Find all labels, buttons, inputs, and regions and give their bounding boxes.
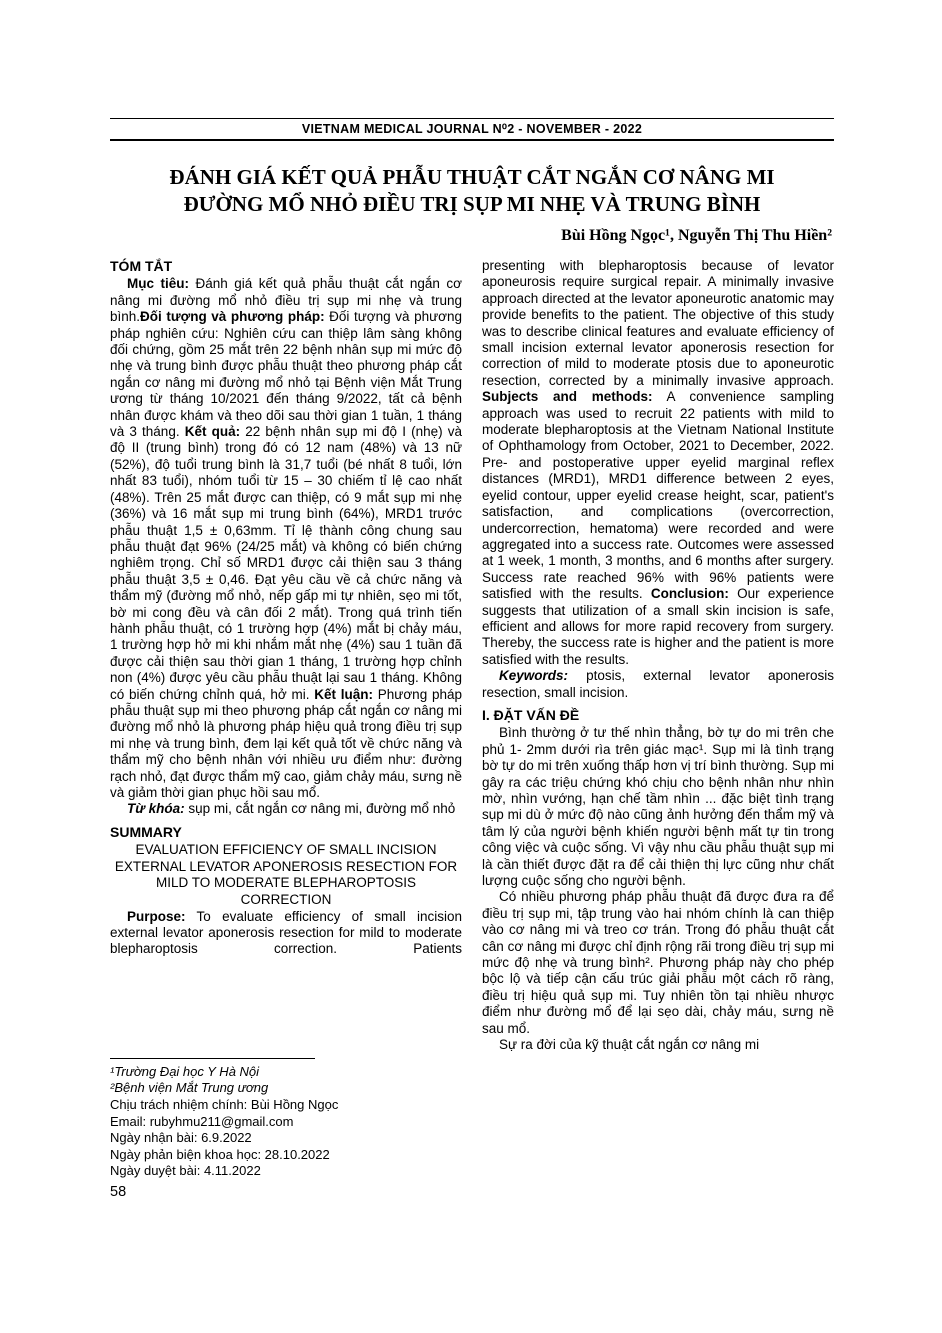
- section-1-heading: I. ĐẶT VẤN ĐỀ: [482, 706, 580, 723]
- two-column-body: [110, 258, 834, 1180]
- article-title-line2: ĐƯỜNG MỔ NHỎ ĐIỀU TRỊ SỤP MI NHẸ VÀ TRUNG BÌNH: [183, 192, 761, 216]
- journal-header: [110, 118, 834, 141]
- article-title: [110, 164, 834, 218]
- accepted-date-line: Ngày duyệt bài: 4.11.2022: [110, 1163, 261, 1179]
- article-title-line1: ĐÁNH GIÁ KẾT QUẢ PHẪU THUẬT CẮT NGẮN CƠ NÂNG MI: [169, 165, 775, 189]
- left-column: [110, 258, 462, 1180]
- abstract-en-paragraph: presenting with blepharoptosis because of levator aponeurosis require surgical repair. A minimally invasive approach directed at the levator aponeurotic anatomic may provide benefits to the patient. The objective of this study was to describe clinical features and evaluate efficiency of small incision external levator aponerosis resection for correction of mild to moderate ptosis due to aponeurotic resection, corrected by a minimally invasive approach. Subjects and methods: A convenience sampling approach was used to recruit 22 patients with mild to moderate blepharoptosis at the Vietnam National Institute of Ophthamology from October, 2021 to December, 2022. Pre- and postoperative upper eyelid marginal reflex distances (MRD1), MRD1 difference between 2 eyes, eyelid contour, upper eyelid crease height, scar, patient's satisfaction, and complications (overcorrection, undercorrection, hematoma) were recorded and were aggregated into a success rate. Outcomes were assessed at 1 week, 1 month, 3 months, and 6 months after surgery. Success rate reached 96% with 96% patients were satisfied with the results. Conclusion: Our experience suggests that utilization of a small skin incision is safe, efficient and allows for more rapid recovery from surgery. Thereby, the success rate is higher and the patient is more satisfied with the results.: [482, 258, 834, 667]
- journal-title-line: VIETNAM MEDICAL JOURNAL N⁰2 - NOVEMBER - 2022: [301, 122, 643, 136]
- received-date-line: Ngày nhận bài: 6.9.2022: [110, 1130, 252, 1146]
- summary-purpose-paragraph: Purpose: To evaluate efficiency of small incision external levator aponerosis resection for mild to moderate blepharoptosis correction. Patients: [110, 908, 462, 957]
- footnote-block: [110, 1058, 462, 1180]
- reviewed-date-line: Ngày phản biện khoa học: 28.10.2022: [110, 1146, 330, 1162]
- intro-paragraph-2: Có nhiều phương pháp phẫu thuật đã được đưa ra để điều trị sụp mi, tập trung vào hai nhóm chính là can thiệp vào cơ nâng mi và treo cơ trán. Trong đó phẫu thuật cắt cân cơ nâng mi được chỉ định rộng rãi trong điều trị sụp mi mức độ nhẹ và trung bình². Phương pháp này cho phép bộc lộ và tiếp cận cấu trúc giải phẫu một cách rõ ràng, điều trị hiệu quả sụp mi. Tuy nhiên tồn tại nhiều nhược điểm như đường mổ để lại sẹo dài, chảy máu, sưng nề sau mổ.: [482, 889, 834, 1036]
- authors-line: Bùi Hồng Ngọc¹, Nguyễn Thị Thu Hiền²: [561, 227, 832, 244]
- summary-english-title: EVALUATION EFFICIENCY OF SMALL INCISION EXTERNAL LEVATOR APONEROSIS RESECTION FOR MILD TO MODERATE BLEPHAROPTOSIS CORRECTION: [114, 842, 458, 907]
- page-content: [110, 118, 834, 1180]
- keywords-vi-line: Từ khóa: sụp mi, cắt ngắn cơ nâng mi, đường mổ nhỏ: [127, 801, 456, 817]
- summary-heading: SUMMARY: [110, 823, 182, 840]
- intro-paragraph-1: Bình thường ở tư thế nhìn thẳng, bờ tự do mi trên che phủ 1- 2mm dưới rìa trên giác mạc¹. Sụp mi là tình trạng bờ tự do mi trên xuống thấp hơn vị trí bình thường. Sụp mi gây ra các triệu chứng khó chịu cho bệnh nhân như nhìn mờ, nhìn vướng, hạn chế tầm nhìn ... đặc biệt tình trạng sụp mi dù ở mức độ nào cũng ảnh hưởng đến thẩm mỹ và tâm lý của người bệnh khiến người bệnh mất tự tin trong công việc và cuộc sống. Vì vậy nhu cầu phẫu thuật sụp mi là cần thiết được đặt ra để cải thiện thị lực cũng như chất lượng cuộc sống cho người bệnh.: [482, 725, 834, 889]
- affiliation-1: ¹Trường Đại học Y Hà Nội: [110, 1063, 260, 1079]
- footnote-divider: [110, 1058, 315, 1059]
- intro-paragraph-3: Sự ra đời của kỹ thuật cắt ngắn cơ nâng mi: [499, 1037, 760, 1053]
- page-number: 58: [110, 1184, 127, 1200]
- abstract-vi-heading: TÓM TẮT: [110, 258, 173, 274]
- right-column: [482, 258, 834, 1180]
- email-line: Email: rubyhmu211@gmail.com: [110, 1113, 294, 1129]
- keywords-en-line: Keywords: ptosis, external levator aponerosis resection, small incision.: [482, 668, 834, 700]
- abstract-vi-paragraph: Mục tiêu: Đánh giá kết quả phẫu thuật cắt ngắn cơ nâng mi đường mổ nhỏ điều trị sụp mi nhẹ và trung bình.Đối tượng và phương pháp: Đối tượng và phương pháp nghiên cứu: Nghiên cứu can thiệp lâm sàng không đối chứng, gồm 25 mắt trên 22 bệnh nhân sụp mi mức độ nhẹ và trung bình được phẫu thuật theo phương pháp cắt ngắn cơ nâng mi đường mổ nhỏ tại Bệnh viện Mắt Trung ương từ tháng 10/2021 đến tháng 9/2022, tất cả bệnh nhân được khám và theo dõi sau thời gian 1 tuần, 1 tháng và 3 tháng. Kết quả: 22 bệnh nhân sụp mi độ I (nhẹ) và độ II (trung bình) trong đó có 12 nam (48%) và 13 nữ (52%), độ tuổi trung bình là 31,7 tuổi (bé nhất 8 tuổi, lớn nhất 83 tuổi), nhóm tuổi từ 15 – 30 chiếm tỉ lệ cao nhất (48%). Trên 25 mắt được can thiệp, có 9 mắt sụp mi nhẹ (36%) và 16 mắt sụp mi trung bình (64%), MRD1 trước phẫu thuật 1,5 ± 0,63mm. Tỉ lệ thành công chung sau phẫu thuật đạt 96% (24/25 mắt) và không có biến chứng nghiêm trọng. Chỉ số MRD1 được cải thiện sau 3 tháng phẫu thuật 3,5 ± 0,46. Đạt yêu cầu về cả chức năng và thẩm mỹ (đường mổ nhỏ, nếp gấp mi tự nhiên, sẹo mi tốt, bờ mi cong đều và cân đối 2 mắt). Trong quá trình tiến hành phẫu thuật, có 1 trường hợp (4%) mắt bị chảy máu, 1 trường hợp hở mi khi nhắm mắt nhẹ (4%) sau 1 tuần đã được cải thiện sau thời gian 1 tháng, 1 trường hợp chỉnh non (4%) được yêu cầu phẫu thuật lại sau 1 tháng. Không có biến chứng chỉnh quá, hở mi. Kết luận: Phương pháp phẫu thuật sụp mi theo phương pháp cắt ngắn cơ nâng mi đường mổ nhỏ là phương pháp hiệu quả trong điều trị sụp mi nhẹ và trung bình, đem lại kết quả tốt về chức năng và thẩm mỹ cho bệnh nhân với nhiều ưu điểm như: đường rạch nhỏ, đạt được thẩm mỹ cao, giảm chảy máu, sưng nề và giảm thời gian phục hồi sau mổ.: [110, 276, 463, 800]
- affiliation-2: ²Bệnh viện Mắt Trung ương: [110, 1080, 269, 1096]
- corresponding-author-line: Chịu trách nhiệm chính: Bùi Hồng Ngọc: [110, 1097, 339, 1113]
